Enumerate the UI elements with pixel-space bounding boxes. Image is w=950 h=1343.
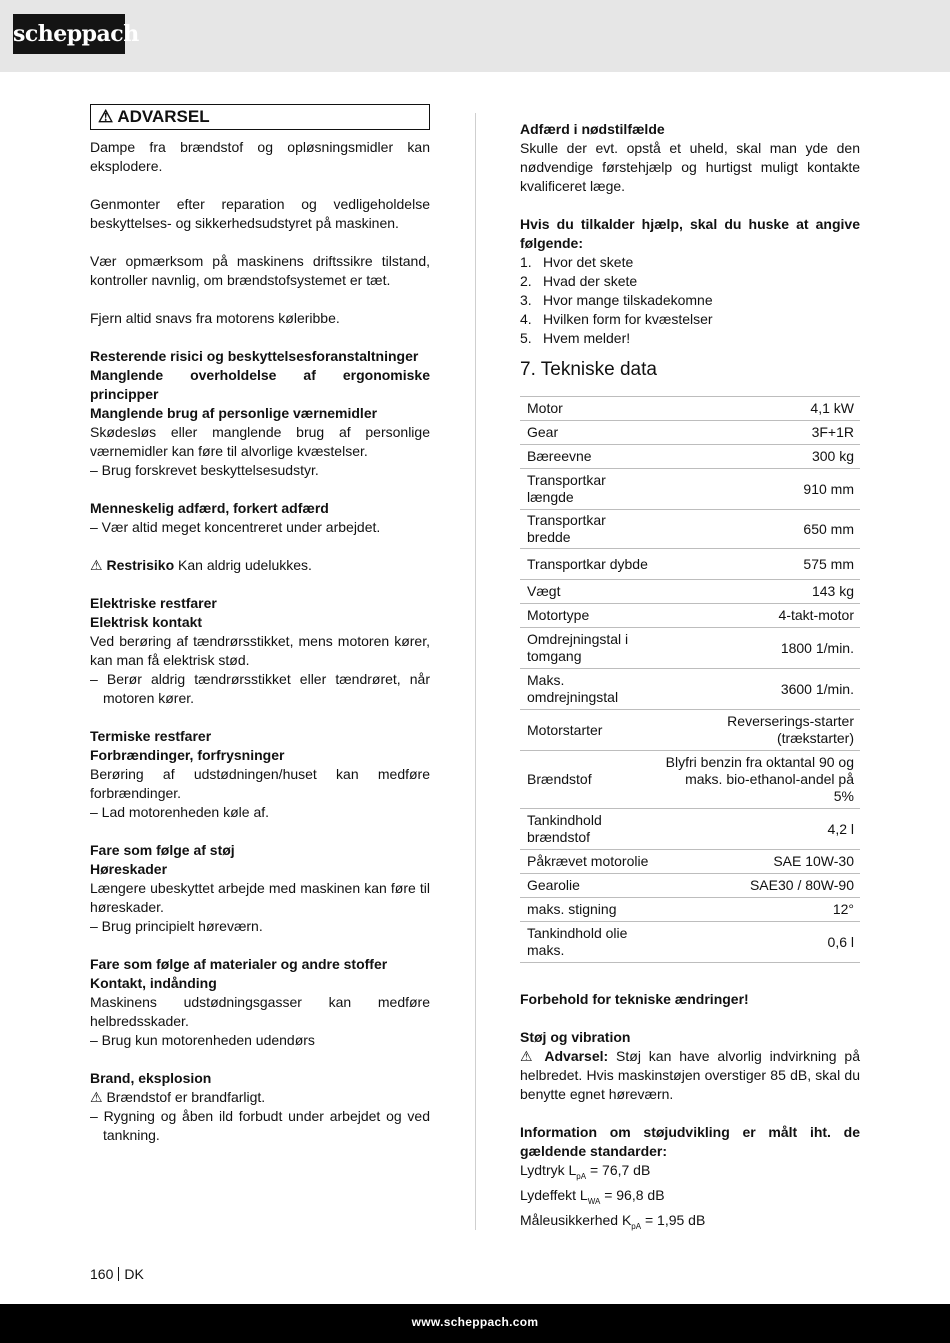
right-column xyxy=(520,120,860,1235)
table-row: Omdrejningstal i tomgang 1800 1/min. xyxy=(520,628,860,669)
footer-url[interactable]: www.scheppach.com xyxy=(411,1315,539,1329)
warning-triangle-icon: ⚠ xyxy=(90,1089,103,1105)
measurement-line: Lydtryk $L_{pA} = 76,7$ dB xyxy=(520,1162,651,1181)
warning-box xyxy=(90,104,430,130)
warning-title: ADVARSEL xyxy=(117,107,210,126)
footer-bar xyxy=(0,1304,950,1343)
list-item: 4. Hvilken form for kvæstelser xyxy=(520,311,713,327)
tech-data-table xyxy=(520,396,860,963)
warning-triangle-icon: ⚠ xyxy=(520,1048,537,1064)
paragraph: Ved berøring af tændrørsstikket, mens motoren kører, kan man få elektrisk stød. xyxy=(90,633,430,668)
table-row: maks. stigning 12° xyxy=(520,898,860,922)
paragraph: Vær opmærksom på maskinens driftssikre tilstand, kontroller navnlig, om brændstofsystemet er tæt. xyxy=(90,253,430,288)
measurement-line: Lydeffekt $L_{WA} = 96,8$ dB xyxy=(520,1186,665,1206)
page-number: 160 DK xyxy=(90,1266,144,1282)
help-list xyxy=(520,253,860,348)
list-item: – Brug kun motorenheden udendørs xyxy=(90,1032,315,1048)
left-column xyxy=(90,104,430,1145)
list-item: – Brug forskrevet beskyttelsesudstyr. xyxy=(90,462,319,478)
section-heading: Hvis du tilkalder hjælp, skal du huske at angive følgende: xyxy=(520,216,860,251)
table-row: Tankindhold olie maks. 0,6 l xyxy=(520,922,860,963)
list-item: – Vær altid meget koncentreret under arbejdet. xyxy=(90,519,381,535)
section-heading: Kontakt, indånding xyxy=(90,975,217,991)
table-row: Gear 3F+1R xyxy=(520,421,860,445)
measurement-line: Måleusikkerhed $K_{pA} = 1,95$ dB xyxy=(520,1211,706,1231)
section-heading: Elektrisk kontakt xyxy=(90,614,203,630)
warning-text: Støj kan have alvorlig indvirkning på helbredet. Hvis maskinstøjen overstiger 85 dB, skal du benytte egnet høreværn. xyxy=(520,1048,860,1102)
table-row: Transportkar længde 910 mm xyxy=(520,469,860,510)
list-item: – Brug principielt høreværn. xyxy=(90,918,263,934)
table-row: Påkrævet motorolie SAE 10W-30 xyxy=(520,850,860,874)
table-row: Tankindhold brændstof 4,2 l xyxy=(520,809,860,850)
section-heading: Adfærd i nødstilfælde xyxy=(520,121,665,137)
warning-text: Brændstof er brandfarligt. xyxy=(106,1089,266,1105)
section-heading: Menneskelig adfærd, forkert adfærd xyxy=(90,500,329,516)
section-heading: Støj og vibration xyxy=(520,1029,631,1045)
restrisiko-line xyxy=(90,556,430,575)
section-heading: Brand, eksplosion xyxy=(90,1070,212,1086)
paragraph: Skødesløs eller manglende brug af personlige værnemidler kan føre til alvorlige kvæstelser. xyxy=(90,424,430,459)
table-row: Motorstarter Reverserings-starter (trækstarter) xyxy=(520,710,860,751)
section-title: 7. Tekniske data xyxy=(520,359,657,380)
warning-line xyxy=(90,1088,430,1107)
table-row: Motortype 4-takt-motor xyxy=(520,604,860,628)
section-heading: Information om støjudvikling er målt iht. de gældende standarder: xyxy=(520,1124,860,1159)
section-heading: Forbrændinger, forfrysninger xyxy=(90,747,285,763)
warning-label: Advarsel: xyxy=(544,1048,609,1064)
paragraph: Berøring af udstødningen/huset kan medføre forbrændinger. xyxy=(90,766,430,801)
table-row: Vægt 143 kg xyxy=(520,580,860,604)
paragraph: Genmonter efter reparation og vedligeholdelse beskyttelses- og sikkerhedsudstyret på maskinen. xyxy=(90,196,430,231)
table-row: Brændstof Blyfri benzin fra oktantal 90 og maks. bio-ethanol-andel på 5% xyxy=(520,751,860,809)
list-item: 3. Hvor mange tilskadekomne xyxy=(520,292,713,308)
section-heading: Høreskader xyxy=(90,861,168,877)
warning-triangle-icon: ⚠ xyxy=(90,557,103,573)
section-heading: Forbehold for tekniske ændringer! xyxy=(520,991,749,1007)
section-heading: Termiske restfarer xyxy=(90,728,212,744)
restrisiko-text: Kan aldrig udelukkes. xyxy=(174,557,312,573)
list-item: – Berør aldrig tændrørsstikket eller tændrøret, når motoren kører. xyxy=(90,671,430,706)
table-row: Motor 4,1 kW xyxy=(520,397,860,421)
table-row: Transportkar bredde 650 mm xyxy=(520,510,860,549)
table-row: Bæreevne 300 kg xyxy=(520,445,860,469)
section-heading: Fare som følge af materialer og andre stoffer xyxy=(90,956,388,972)
warning-triangle-icon: ⚠ xyxy=(98,107,114,126)
paragraph xyxy=(520,1047,860,1104)
list-item: 1. Hvor det skete xyxy=(520,254,634,270)
list-item: – Rygning og åben ild forbudt under arbejdet og ved tankning. xyxy=(90,1108,430,1143)
table-row: Transportkar dybde 575 mm xyxy=(520,549,860,580)
section-heading: Resterende risici og beskyttelsesforanstaltninger xyxy=(90,348,419,364)
list-item: – Lad motorenheden køle af. xyxy=(90,804,270,820)
paragraph: Maskinens udstødningsgasser kan medføre helbredsskader. xyxy=(90,994,430,1029)
section-heading: Manglende overholdelse af ergonomiske principper xyxy=(90,367,430,402)
table-row: Maks. omdrejningstal 3600 1/min. xyxy=(520,669,860,710)
header-bar xyxy=(0,0,950,72)
section-heading: Fare som følge af støj xyxy=(90,842,235,858)
list-item: 2. Hvad der skete xyxy=(520,273,638,289)
column-divider xyxy=(475,113,476,1230)
table-row: Gearolie SAE30 / 80W-90 xyxy=(520,874,860,898)
scheppach-logo: scheppach xyxy=(13,14,125,54)
paragraph: Skulle der evt. opstå et uheld, skal man yde den nødvendige førstehjælp og hurtigst muligt kontakte kvalificeret læge. xyxy=(520,140,860,194)
paragraph: Fjern altid snavs fra motorens køleribbe. xyxy=(90,310,340,326)
restrisiko-label: Restrisiko xyxy=(106,557,175,573)
paragraph: Dampe fra brændstof og opløsningsmidler kan eksplodere. xyxy=(90,139,430,174)
list-item: 5. Hvem melder! xyxy=(520,330,631,346)
paragraph: Længere ubeskyttet arbejde med maskinen kan føre til høreskader. xyxy=(90,880,430,915)
section-heading: Elektriske restfarer xyxy=(90,595,217,611)
section-heading: Manglende brug af personlige værnemidler xyxy=(90,405,378,421)
